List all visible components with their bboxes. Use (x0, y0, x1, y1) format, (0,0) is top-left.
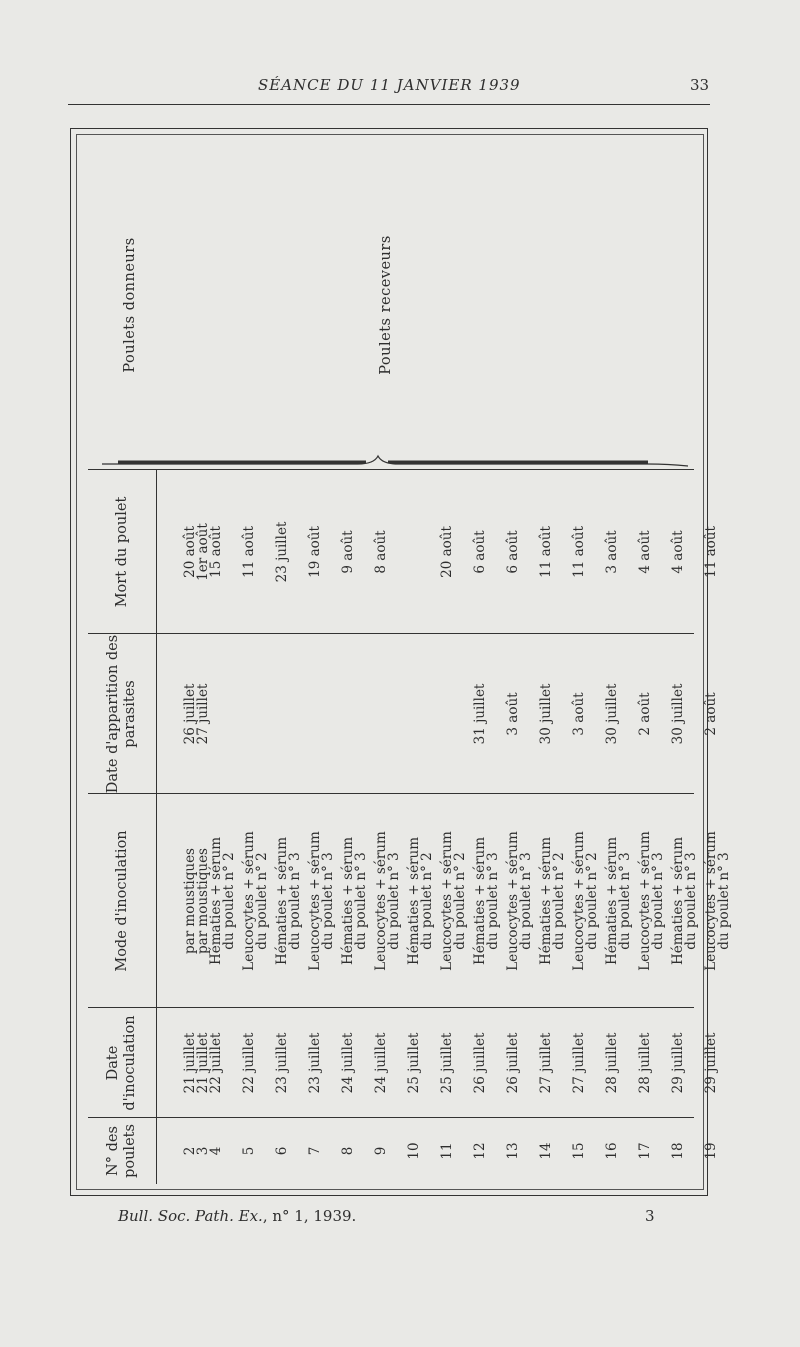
row-mort: 11 août (703, 526, 719, 578)
row-mode-line: du poulet n° 3 (683, 852, 699, 950)
row-num: 10 (406, 1142, 422, 1160)
row-date-parasites: 30 juillet (670, 683, 686, 745)
row-date-inoculation: 28 juillet (604, 1032, 620, 1094)
row-mode-line: Hématies + sérum (604, 836, 620, 966)
header-num: N° des poulets (105, 1124, 138, 1178)
row-date-inoculation: 23 juillet (274, 1032, 290, 1094)
row-mode-line: Leucocytes + sérum (571, 831, 587, 971)
row-date-inoculation: 24 juillet (373, 1032, 389, 1094)
row-mode-line: par moustiques (182, 848, 198, 954)
row-mode-line: Leucocytes + sérum (439, 831, 455, 971)
row-date-inoculation: 24 juillet (340, 1032, 356, 1094)
row-num: 18 (670, 1142, 686, 1160)
row-mode-line: du poulet n° 2 (419, 852, 435, 950)
row-date-inoculation: 25 juillet (406, 1032, 422, 1094)
header-rule-table (156, 470, 157, 1184)
column-mort (88, 470, 719, 634)
row-date-parasites: 2 août (703, 692, 719, 736)
row-date-inoculation: 28 juillet (637, 1032, 653, 1094)
row-mode-line: du poulet n° 2 (452, 852, 468, 950)
row-mode-line: Leucocytes + sérum (637, 831, 653, 971)
row-num: 4 (208, 1146, 224, 1156)
brace-receveurs (88, 140, 694, 470)
page-number: 33 (690, 76, 710, 94)
row-num: 15 (571, 1142, 587, 1160)
row-mort: 15 août (208, 526, 224, 578)
row-date-inoculation: 22 juillet (208, 1032, 224, 1094)
row-mode-line: Hématies + sérum (406, 836, 422, 966)
row-num: 7 (307, 1146, 323, 1156)
row-num: 16 (604, 1142, 620, 1160)
header-date-parasites: Date d'apparition des parasites (105, 634, 138, 794)
row-date-parasites: 30 juillet (538, 683, 554, 745)
row-mode-line: Hématies + sérum (670, 836, 686, 966)
row-mode-line: du poulet n° 2 (254, 852, 270, 950)
row-mort: 11 août (571, 526, 587, 578)
row-mode-line: Hématies + sérum (208, 836, 224, 966)
row-mode-line: Hématies + sérum (538, 836, 554, 966)
row-num: 8 (340, 1146, 356, 1156)
row-mort: 3 août (604, 530, 620, 574)
footer-signature: 3 (645, 1207, 655, 1225)
row-date-inoculation: 26 juillet (472, 1032, 488, 1094)
group-label-receveurs: Poulets receveurs (378, 235, 394, 375)
column-groups (88, 140, 694, 470)
row-mort: 19 août (307, 526, 323, 578)
row-mode-line: du poulet n° 3 (716, 852, 732, 950)
row-num: 6 (274, 1146, 290, 1156)
row-mode-line: du poulet n° 2 (551, 852, 567, 950)
column-date-inoculation (88, 1008, 719, 1118)
row-num: 13 (505, 1142, 521, 1160)
footer-citation (118, 1207, 356, 1225)
row-date-inoculation: 21 juillet (182, 1032, 198, 1094)
row-date-inoculation: 25 juillet (439, 1032, 455, 1094)
header-date-inoculation: Date d'inoculation (105, 1015, 138, 1111)
row-mode-line: Leucocytes + sérum (241, 831, 257, 971)
group-label-donneurs: Poulets donneurs (122, 237, 138, 373)
row-mode-line: par moustiques (195, 848, 211, 954)
row-num: 11 (439, 1142, 455, 1160)
row-mode-line: du poulet n° 3 (617, 852, 633, 950)
row-mode-line: Hématies + sérum (340, 836, 356, 966)
row-mort: 23 juillet (274, 521, 290, 583)
row-mode-line: du poulet n° 3 (287, 852, 303, 950)
row-date-parasites: 26 juillet (182, 683, 198, 745)
row-mode-line: du poulet n° 3 (650, 852, 666, 950)
row-num: 17 (637, 1142, 653, 1160)
row-num: 12 (472, 1142, 488, 1160)
row-date-inoculation: 29 juillet (670, 1032, 686, 1094)
row-mode-line: Hématies + sérum (472, 836, 488, 966)
row-mode-line: du poulet n° 3 (518, 852, 534, 950)
running-title: SÉANCE DU 11 JANVIER 1939 (258, 76, 521, 94)
row-date-inoculation: 27 juillet (571, 1032, 587, 1094)
row-mort: 11 août (538, 526, 554, 578)
row-date-parasites: 30 juillet (604, 683, 620, 745)
column-date-parasites (88, 634, 719, 794)
row-mode-line: Leucocytes + sérum (703, 831, 719, 971)
row-date-parasites: 2 août (637, 692, 653, 736)
row-date-parasites: 3 août (571, 692, 587, 736)
row-num: 19 (703, 1142, 719, 1160)
header-mort: Mort du poulet (113, 496, 130, 608)
row-num: 2 (182, 1146, 198, 1156)
row-mort: 6 août (505, 530, 521, 574)
row-mort: 1er août (195, 523, 211, 581)
row-num: 3 (195, 1146, 211, 1156)
row-mort: 6 août (472, 530, 488, 574)
row-date-parasites: 3 août (505, 692, 521, 736)
row-date-parasites: 31 juillet (472, 683, 488, 745)
row-mort: 11 août (241, 526, 257, 578)
header-rule (68, 104, 710, 105)
row-mode-line: du poulet n° 3 (485, 852, 501, 950)
rotated-table (88, 140, 732, 1184)
row-mode-line: du poulet n° 3 (353, 852, 369, 950)
row-mode-line: Leucocytes + sérum (307, 831, 323, 971)
row-date-inoculation: 23 juillet (307, 1032, 323, 1094)
row-date-inoculation: 27 juillet (538, 1032, 554, 1094)
row-mode-line: Leucocytes + sérum (505, 831, 521, 971)
row-mort: 8 août (373, 530, 389, 574)
row-mode-line: Hématies + sérum (274, 836, 290, 966)
row-num: 5 (241, 1146, 257, 1156)
row-date-inoculation: 29 juillet (703, 1032, 719, 1094)
row-num: 9 (373, 1146, 389, 1156)
row-mort: 4 août (637, 530, 653, 574)
row-mort: 4 août (670, 530, 686, 574)
row-mort: 9 août (340, 530, 356, 574)
row-mode-line: du poulet n° 2 (221, 852, 237, 950)
citation-journal: Bull. Soc. Path. Ex. (118, 1207, 263, 1225)
row-mode-line: du poulet n° 3 (386, 852, 402, 950)
row-mort: 20 août (182, 526, 198, 578)
row-mode-line: du poulet n° 3 (320, 852, 336, 950)
row-date-inoculation: 26 juillet (505, 1032, 521, 1094)
header-mode: Mode d'inoculation (113, 830, 130, 972)
row-mode-line: du poulet n° 2 (584, 852, 600, 950)
column-num (88, 1118, 719, 1184)
row-mort: 20 août (439, 526, 455, 578)
column-mode (88, 794, 732, 1008)
citation-rest: , n° 1, 1939. (262, 1207, 357, 1225)
row-mode-line: Leucocytes + sérum (373, 831, 389, 971)
row-date-parasites: 27 juillet (195, 683, 211, 745)
row-date-inoculation: 21 juillet (195, 1032, 211, 1094)
row-date-inoculation: 22 juillet (241, 1032, 257, 1094)
row-num: 14 (538, 1142, 554, 1160)
